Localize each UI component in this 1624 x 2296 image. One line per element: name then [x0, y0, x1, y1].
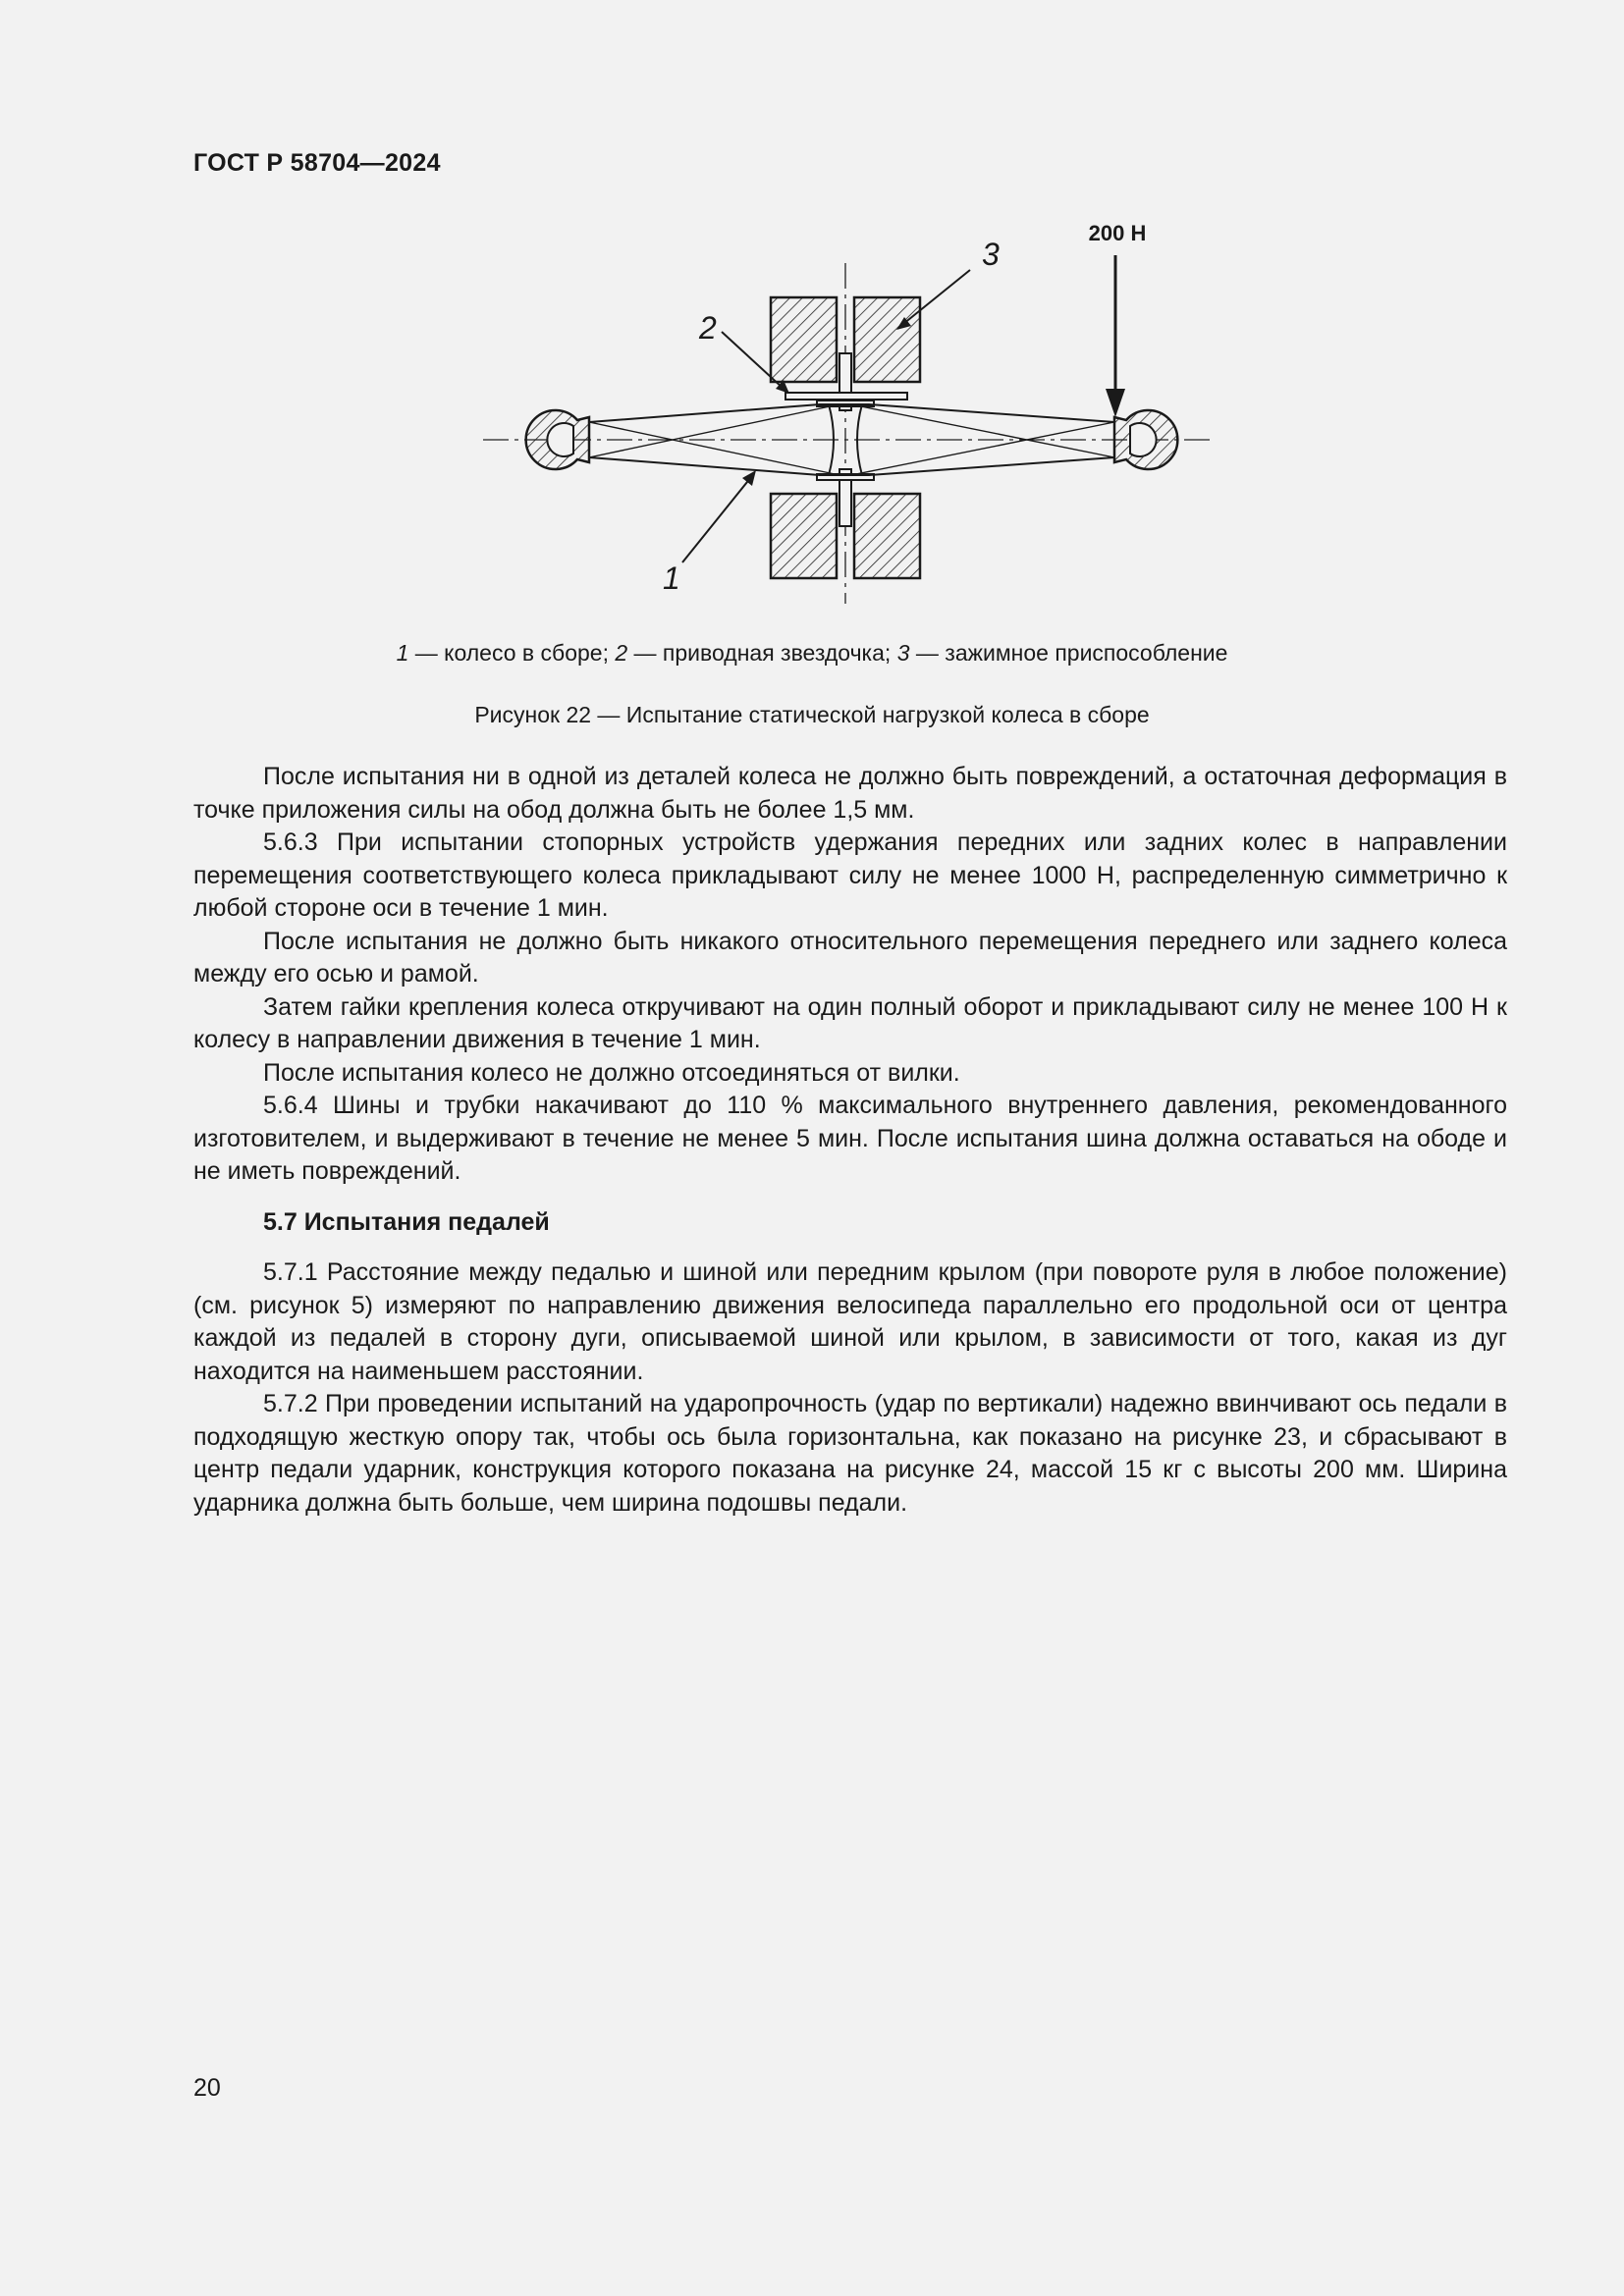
paragraph: 5.7.2 При проведении испытаний на ударопрочность (удар по вертикали) надежно ввинчивают ось педали в подходящую жесткую опору так, чтобы ось была горизонтальна, как показано на рисунке 23, и сбрасывают в центр педали ударник, конструкция которого показана на рисунке 24, массой 15 кг с высоты 200 мм. Ширина ударника должна быть больше, чем ширина подошвы педали.	[193, 1390, 1507, 1517]
force-arrow-head	[1106, 389, 1125, 417]
figure-legend	[0, 640, 1624, 667]
paragraph: После испытания колесо не должно отсоединяться от вилки.	[263, 1058, 960, 1087]
page-number: 20	[193, 2074, 221, 2102]
rim-left	[526, 410, 589, 469]
figure-caption: Рисунок 22 — Испытание статической нагрузкой колеса в сборе	[474, 702, 1150, 727]
body-text	[193, 761, 1507, 1520]
legend-num-3: 3	[896, 640, 910, 666]
paragraph: После испытания ни в одной из деталей колеса не должно быть повреждений, а остаточная деформация в точке приложения силы на обод должна быть не более 1,5 мм.	[193, 763, 1507, 824]
clamp-block-bottom-left	[771, 494, 837, 578]
legend-text-3: — зажимное приспособление	[909, 640, 1228, 666]
clamp-block-bottom-right	[854, 494, 920, 578]
callout-3: 3	[982, 237, 1000, 272]
paragraph: 5.6.3 При испытании стопорных устройств удержания передних или задних колес в направлении перемещения соответствующего колеса прикладывают силу не менее 1000 Н, распределенную симметрично к любой стороне оси в течение 1 мин.	[193, 828, 1507, 922]
legend-num-1: 1	[396, 640, 409, 666]
legend-num-2: 2	[615, 640, 628, 666]
clamp-block-top-right	[854, 297, 920, 382]
paragraph: 5.7.1 Расстояние между педалью и шиной или передним крылом (при повороте руля в любое положение) (см. рисунок 5) измеряют по направлению движения велосипеда параллельно его продольной оси от центра каждой из педалей в сторону дуги, описываемой шиной или крылом, в зависимости от того, какая из дуг находится на наименьшем расстоянии.	[193, 1258, 1507, 1385]
figure-wheel-static-load	[471, 216, 1237, 618]
callout-1: 1	[663, 561, 680, 596]
figure-diagram	[471, 216, 1237, 618]
paragraph: После испытания не должно быть никакого относительного перемещения переднего или заднего колеса между его осью и рамой.	[193, 927, 1507, 988]
callout-1-leader	[682, 477, 751, 562]
callout-1-arrowhead	[742, 470, 756, 486]
drive-sprocket	[785, 393, 907, 400]
paragraph: Затем гайки крепления колеса откручивают на один полный оборот и прикладывают силу не менее 100 Н к колесу в направлении движения в течение 1 мин.	[193, 992, 1507, 1053]
clamp-block-top-left	[771, 297, 837, 382]
section-title: 5.7 Испытания педалей	[263, 1207, 550, 1236]
rim-right	[1114, 410, 1177, 469]
document-id: ГОСТ Р 58704—2024	[193, 149, 441, 177]
force-label: 200 Н	[1088, 221, 1147, 245]
legend-text-2: — приводная звездочка;	[627, 640, 897, 666]
callout-2: 2	[699, 310, 717, 346]
legend-text-1: — колесо в сборе;	[408, 640, 616, 666]
paragraph: 5.6.4 Шины и трубки накачивают до 110 % максимального внутреннего давления, рекомендованного изготовителем, и выдерживают в течение не менее 5 мин. После испытания шина должна оставаться на ободе и не иметь повреждений.	[193, 1092, 1507, 1185]
